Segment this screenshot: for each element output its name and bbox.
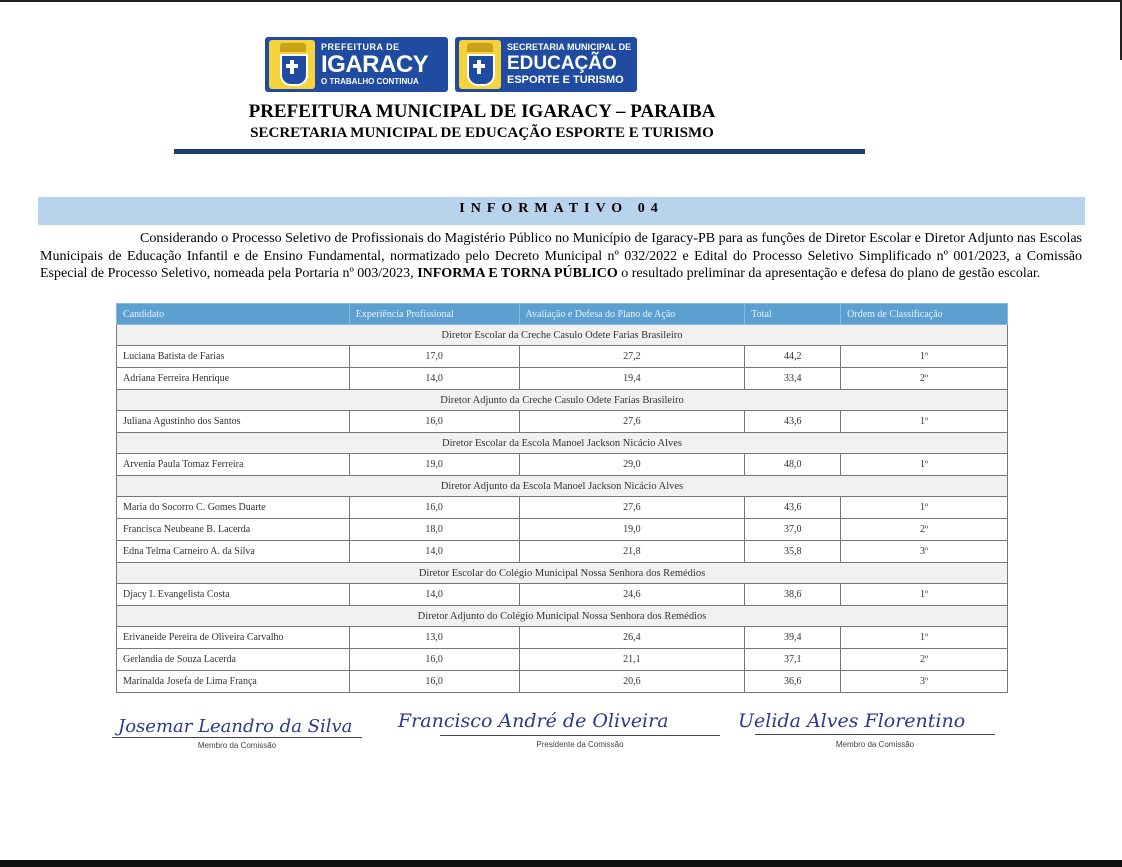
cell-total: 35,8 <box>745 541 841 563</box>
section-row <box>117 476 1008 497</box>
cell-total: 43,6 <box>745 411 841 433</box>
section-title: Diretor Adjunto da Creche Casulo Odete Farias Brasileiro <box>117 390 1008 411</box>
cell-experiencia: 16,0 <box>349 497 519 519</box>
secretaria-logo <box>455 37 637 92</box>
cell-avaliacao: 27,2 <box>519 346 745 368</box>
header-avaliacao: Avaliação e Defesa do Plano de Ação <box>519 304 745 325</box>
cell-avaliacao: 29,0 <box>519 454 745 476</box>
intro-paragraph <box>40 230 1082 283</box>
cell-total: 37,1 <box>745 649 841 671</box>
cell-experiencia: 14,0 <box>349 584 519 606</box>
table-row <box>117 584 1008 606</box>
cell-candidato: Arvenia Paula Tomaz Ferreira <box>117 454 350 476</box>
signature-line <box>755 734 995 735</box>
table-row <box>117 649 1008 671</box>
cell-total: 33,4 <box>745 368 841 390</box>
cell-avaliacao: 24,6 <box>519 584 745 606</box>
table-body <box>117 325 1008 693</box>
cell-candidato: Adriana Ferreira Henrique <box>117 368 350 390</box>
signature-role: Membro da Comissão <box>835 740 915 749</box>
cell-experiencia: 14,0 <box>349 541 519 563</box>
table-row <box>117 519 1008 541</box>
cell-experiencia: 16,0 <box>349 411 519 433</box>
logo-tagline: ESPORTE E TURISMO <box>507 74 624 86</box>
cell-ordem: 1º <box>841 454 1008 476</box>
cell-candidato: Juliana Agustinho dos Santos <box>117 411 350 433</box>
table-row <box>117 627 1008 649</box>
cell-avaliacao: 20,6 <box>519 671 745 693</box>
cell-avaliacao: 27,6 <box>519 411 745 433</box>
table-row <box>117 411 1008 433</box>
cell-experiencia: 18,0 <box>349 519 519 541</box>
table-row <box>117 454 1008 476</box>
cell-experiencia: 16,0 <box>349 649 519 671</box>
cell-ordem: 1º <box>841 411 1008 433</box>
header-experiencia: Experiência Profissional <box>349 304 519 325</box>
logo-tagline: O TRABALHO CONTINUA <box>321 77 419 86</box>
cell-ordem: 1º <box>841 497 1008 519</box>
header-divider <box>174 149 865 154</box>
cell-total: 43,6 <box>745 497 841 519</box>
document-title: PREFEITURA MUNICIPAL DE IGARACY – PARAIBA <box>248 101 716 122</box>
cell-candidato: Francisca Neubeane B. Lacerda <box>117 519 350 541</box>
header-ordem: Ordem de Classificação <box>841 304 1008 325</box>
paragraph-bold-text: INFORMA E TORNA PÚBLICO <box>417 266 618 281</box>
section-title: Diretor Escolar da Escola Manoel Jackson Nicácio Alves <box>117 433 1008 454</box>
header-candidato: Candidato <box>117 304 350 325</box>
section-title: Diretor Adjunto do Colégio Municipal Nossa Senhora dos Remédios <box>117 606 1008 627</box>
cell-avaliacao: 21,8 <box>519 541 745 563</box>
coat-of-arms-icon <box>269 40 315 89</box>
cell-experiencia: 19,0 <box>349 454 519 476</box>
results-table <box>116 303 1008 693</box>
cell-ordem: 2º <box>841 649 1008 671</box>
logo-big-text: IGARACY <box>321 51 429 78</box>
section-row <box>117 390 1008 411</box>
section-row <box>117 325 1008 346</box>
coat-of-arms-icon <box>459 40 501 89</box>
cell-candidato: Luciana Batista de Farias <box>117 346 350 368</box>
signature-role: Membro da Comissão <box>197 741 277 750</box>
cell-avaliacao: 26,4 <box>519 627 745 649</box>
section-title: Diretor Escolar da Creche Casulo Odete Farias Brasileiro <box>117 325 1008 346</box>
header-total: Total <box>745 304 841 325</box>
cell-experiencia: 17,0 <box>349 346 519 368</box>
cell-candidato: Gerlandia de Souza Lacerda <box>117 649 350 671</box>
cell-avaliacao: 27,6 <box>519 497 745 519</box>
cell-experiencia: 16,0 <box>349 671 519 693</box>
section-title: Diretor Escolar do Colégio Municipal Nossa Senhora dos Remédios <box>117 563 1008 584</box>
logo-small-text: PREFEITURA DE <box>321 42 400 52</box>
bottom-border <box>0 860 1122 867</box>
cell-total: 37,0 <box>745 519 841 541</box>
signature: Josemar Leandro da Silva <box>118 716 353 737</box>
prefeitura-logo <box>265 37 448 92</box>
table-row <box>117 368 1008 390</box>
document-subtitle: SECRETARIA MUNICIPAL DE EDUCAÇÃO ESPORTE E TURISMO <box>250 125 714 141</box>
section-row <box>117 433 1008 454</box>
cell-avaliacao: 21,1 <box>519 649 745 671</box>
table-row <box>117 671 1008 693</box>
table-row <box>117 346 1008 368</box>
cell-candidato: Maria do Socorro C. Gomes Duarte <box>117 497 350 519</box>
signature: Francisco André de Oliveira <box>398 710 669 732</box>
section-title: Diretor Adjunto da Escola Manoel Jackson Nicácio Alves <box>117 476 1008 497</box>
cell-candidato: Djacy I. Evangelista Costa <box>117 584 350 606</box>
logo-big-text: EDUCAÇÃO <box>507 53 617 74</box>
logo-small-text: SECRETARIA MUNICIPAL DE <box>507 42 632 52</box>
cell-ordem: 2º <box>841 368 1008 390</box>
cell-experiencia: 14,0 <box>349 368 519 390</box>
cell-ordem: 1º <box>841 584 1008 606</box>
cell-total: 39,4 <box>745 627 841 649</box>
cell-total: 48,0 <box>745 454 841 476</box>
section-row <box>117 563 1008 584</box>
signature-line <box>440 735 720 736</box>
cell-total: 36,6 <box>745 671 841 693</box>
cell-ordem: 1º <box>841 627 1008 649</box>
cell-avaliacao: 19,4 <box>519 368 745 390</box>
cell-candidato: Marinalda Josefa de Lima França <box>117 671 350 693</box>
cell-ordem: 2º <box>841 519 1008 541</box>
table-row <box>117 497 1008 519</box>
cell-candidato: Erivaneide Pereira de Oliveira Carvalho <box>117 627 350 649</box>
paragraph-text: Considerando o Processo Seletivo de Profissionais do Magistério Público no Município de Igaracy-PB para as funções de Diretor Escolar e Diretor Adjunto nas Escolas Municipais de Educação Infantil e de Ensino Fundamental, normatizado pelo Decreto Municipal nº 032/2022 e Edital do Processo Seletivo Simplificado nº 001/2023, a Comissão Especial de Processo Seletivo, nomeada pela Portaria nº 003/2023, <box>40 231 1082 281</box>
paragraph-text-end: o resultado preliminar da apresentação e defesa do plano de gestão escolar. <box>621 266 1041 281</box>
section-row <box>117 606 1008 627</box>
cell-candidato: Edna Telma Carneiro A. da Silva <box>117 541 350 563</box>
cell-total: 44,2 <box>745 346 841 368</box>
signature: Uelida Alves Florentino <box>738 710 966 732</box>
table-header-row <box>117 304 1008 325</box>
cell-ordem: 3º <box>841 541 1008 563</box>
table-row <box>117 541 1008 563</box>
informativo-title: INFORMATIVO 04 <box>459 201 664 216</box>
cell-experiencia: 13,0 <box>349 627 519 649</box>
cell-ordem: 1º <box>841 346 1008 368</box>
signature-line <box>112 737 362 738</box>
cell-avaliacao: 19,0 <box>519 519 745 541</box>
cell-ordem: 3º <box>841 671 1008 693</box>
top-border <box>0 0 1122 2</box>
signature-role: Presidente da Comissão <box>536 740 624 749</box>
cell-total: 38,6 <box>745 584 841 606</box>
